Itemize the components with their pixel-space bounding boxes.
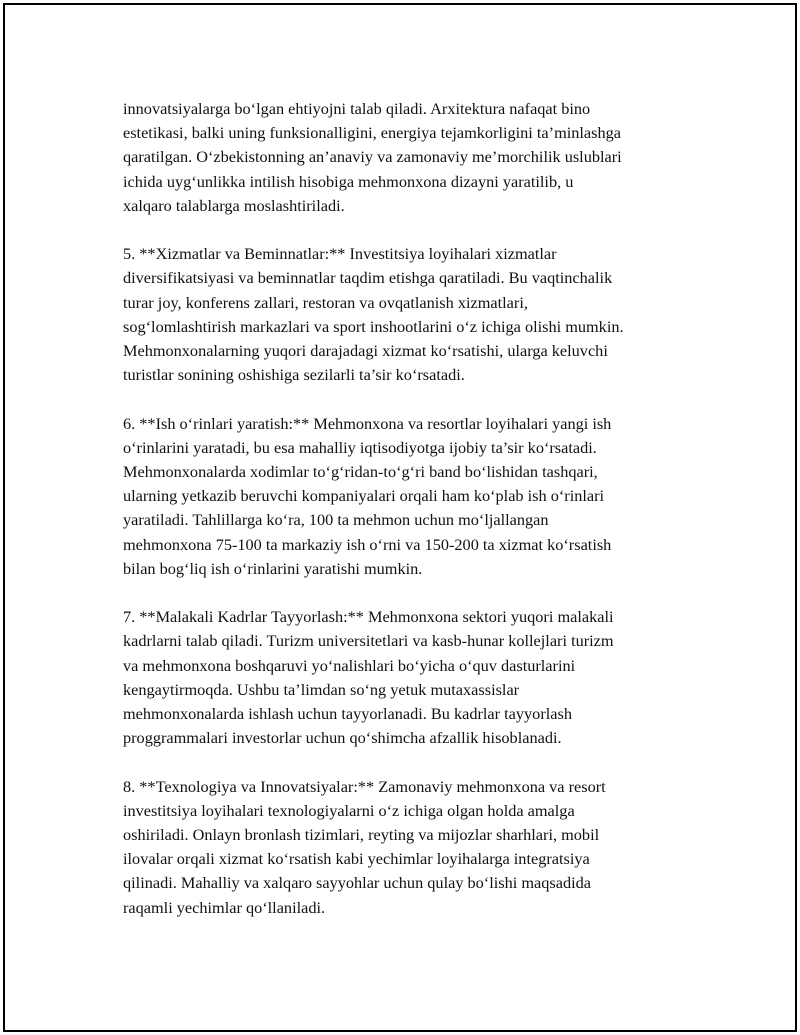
text-line: bilan bog‘liq ish o‘rinlarini yaratishi mumkin.: [123, 558, 423, 578]
text-line: ilovalar orqali xizmat ko‘rsatish kabi yechimlar loyihalarga integratsiya: [123, 849, 590, 869]
text-line: yaratiladi. Tahlillarga ko‘ra, 100 ta mehmon uchun mo‘ljallangan: [123, 510, 549, 530]
text-line: ularning yetkazib beruvchi kompaniyalari orqali ham ko‘plab ish o‘rinlari: [123, 486, 605, 506]
text-line: va mehmonxona boshqaruvi yo‘nalishlari bo‘yicha o‘quv dasturlarini: [123, 655, 576, 675]
text-line: estetikasi, balki uning funksionalligini, energiya tejamkorligini ta’minlashga: [123, 123, 621, 143]
text-line: xalqaro talablarga moslashtiriladi.: [123, 195, 345, 215]
paragraph: [123, 412, 703, 581]
text-line: turar joy, konferens zallari, restoran va ovqatlanish xizmatlari,: [123, 292, 528, 312]
text-line: qilinadi. Mahalliy va xalqaro sayyohlar uchun qulay bo‘lishi maqsadida: [123, 873, 591, 893]
text-line: sog‘lomlashtirish markazlari va sport inshootlarini o‘z ichiga olishi mumkin.: [123, 316, 624, 336]
text-line: 6. **Ish o‘rinlari yaratish:** Mehmonxona va resortlar loyihalari yangi ish: [123, 413, 612, 433]
text-line: ichida uyg‘unlikka intilish hisobiga mehmonxona dizayni yaratilib, u: [123, 171, 574, 191]
text-line: innovatsiyalarga bo‘lgan ehtiyojni talab qiladi. Arxitektura nafaqat bino: [123, 99, 591, 118]
text-line: 5. **Xizmatlar va Beminnatlar:** Investitsiya loyihalari xizmatlar: [123, 244, 557, 264]
text-line: mehmonxona 75-100 ta markaziy ish o‘rni va 150-200 ta xizmat ko‘rsatish: [123, 534, 612, 554]
text-line: oshiriladi. Onlayn bronlash tizimlari, reyting va mijozlar sharhlari, mobil: [123, 825, 600, 845]
text-line: kengaytirmoqda. Ushbu ta’limdan so‘ng yetuk mutaxassislar: [123, 679, 520, 699]
text-line: proggrammalari investorlar uchun qo‘shimcha afzallik hisoblanadi.: [123, 728, 562, 748]
text-line: kadrlarni talab qiladi. Turizm universitetlari va kasb-hunar kollejlari turizm: [123, 631, 614, 651]
document-body: [123, 97, 703, 944]
paragraph: [123, 97, 703, 218]
paragraph: [123, 605, 703, 750]
text-line: 8. **Texnologiya va Innovatsiyalar:** Zamonaviy mehmonxona va resort: [123, 776, 606, 796]
text-line: turistlar sonining oshishiga sezilarli ta’sir ko‘rsatadi.: [123, 365, 465, 385]
text-line: Mehmonxonalarning yuqori darajadagi xizmat ko‘rsatishi, ularga keluvchi: [123, 341, 608, 361]
text-line: qaratilgan. O‘zbekistonning an’anaviy va zamonaviy me’morchilik uslublari: [123, 147, 622, 167]
paragraph: [123, 242, 703, 387]
text-line: raqamli yechimlar qo‘llaniladi.: [123, 897, 326, 917]
text-line: 7. **Malakali Kadrlar Tayyorlash:** Mehmonxona sektori yuqori malakali: [123, 607, 614, 627]
text-line: o‘rinlarini yaratadi, bu esa mahalliy iqtisodiyotga ijobiy ta’sir ko‘rsatadi.: [123, 437, 597, 457]
page-frame: [3, 3, 797, 1032]
text-line: investitsiya loyihalari texnologiyalarni o‘z ichiga olgan holda amalga: [123, 800, 575, 820]
text-line: diversifikatsiyasi va beminnatlar taqdim etishga qaratiladi. Bu vaqtinchalik: [123, 268, 613, 288]
text-line: mehmonxonalarda ishlash uchun tayyorlanadi. Bu kadrlar tayyorlash: [123, 704, 572, 724]
text-line: Mehmonxonalarda xodimlar to‘g‘ridan-to‘g‘ri band bo‘lishidan tashqari,: [123, 462, 598, 482]
paragraph: [123, 775, 703, 920]
